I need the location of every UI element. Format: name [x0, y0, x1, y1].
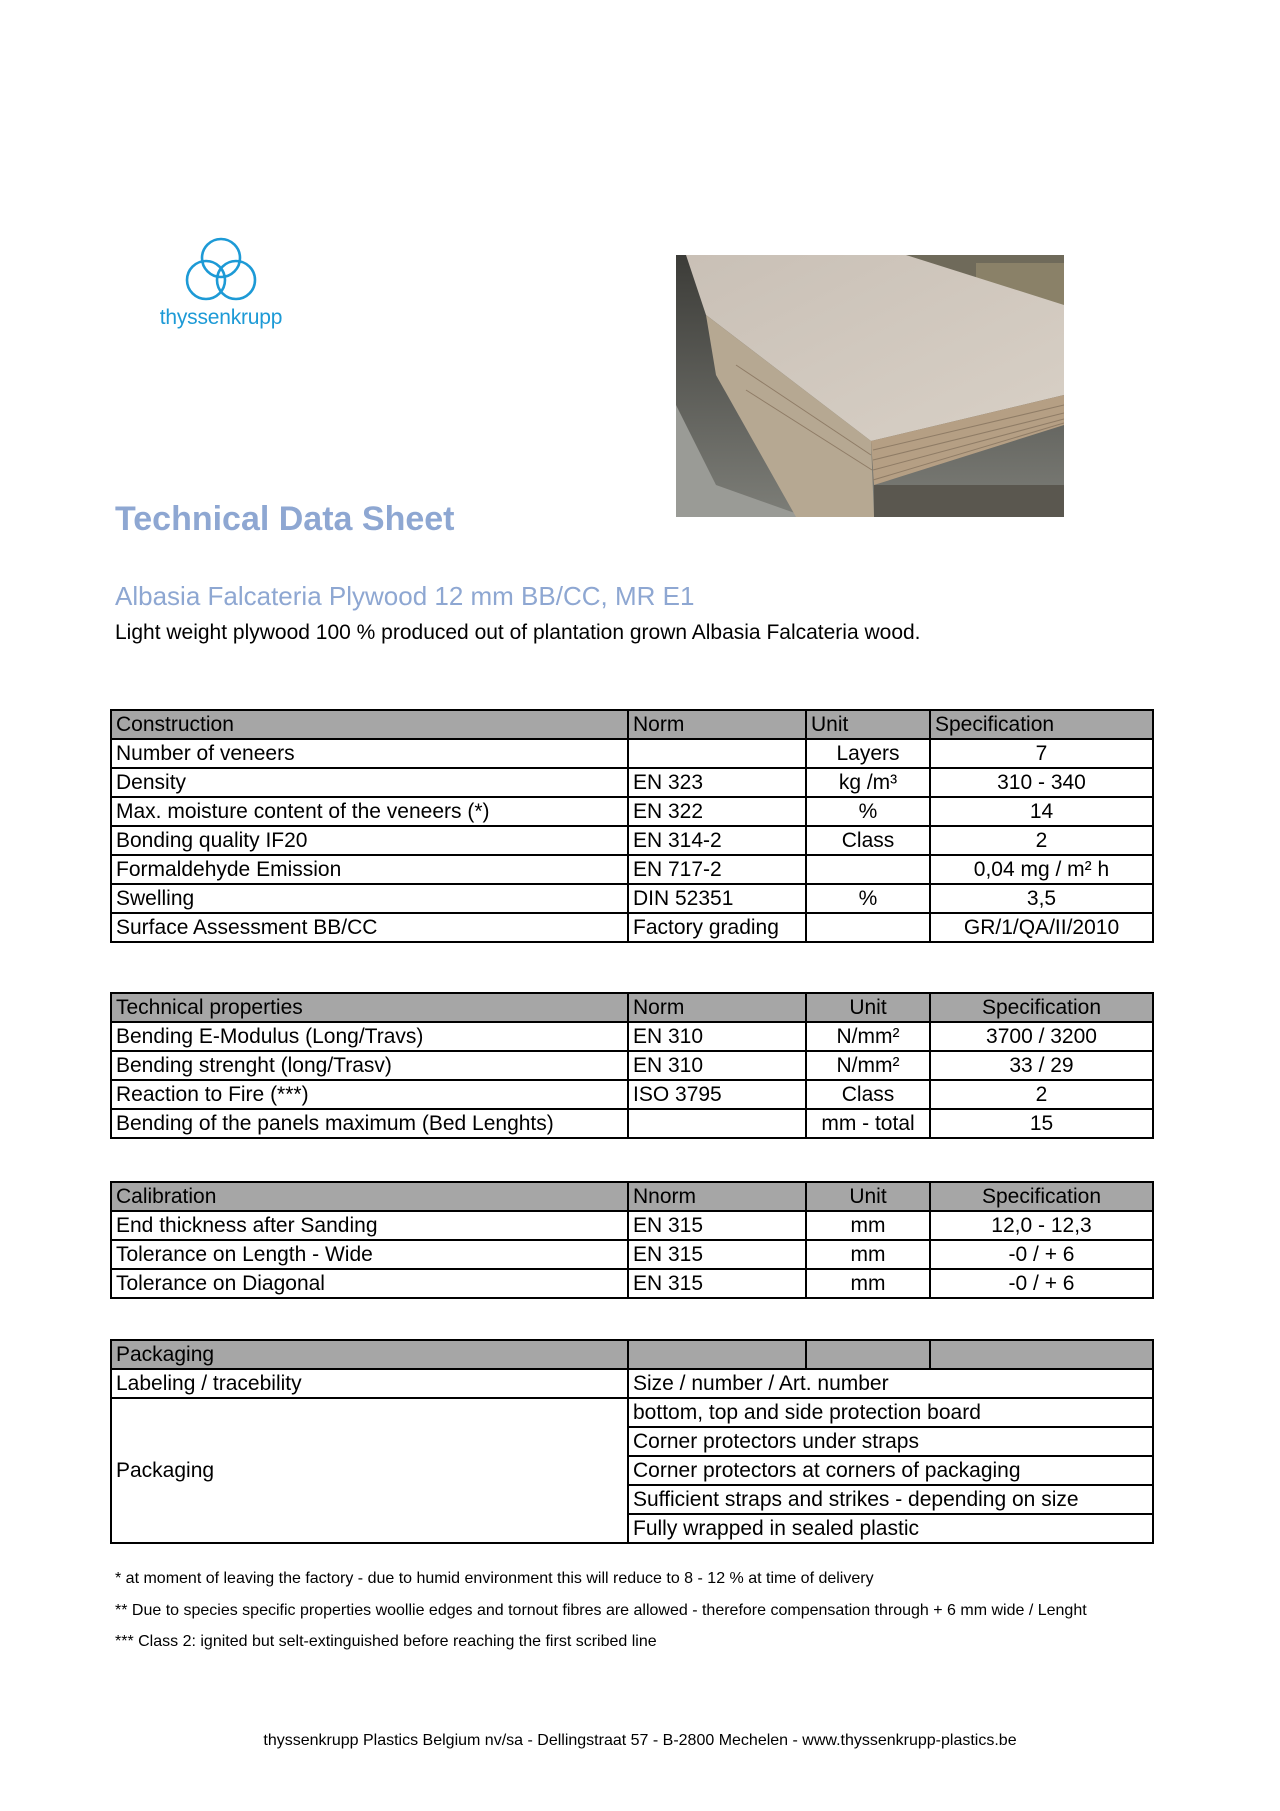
header-cell: Nnorm: [628, 1182, 806, 1211]
property-cell: Max. moisture content of the veneers (*): [111, 797, 628, 826]
table-row: [111, 1398, 1153, 1427]
table-row: [111, 1211, 1153, 1240]
header-cell: Calibration: [111, 1182, 628, 1211]
header-cell: Unit: [806, 993, 930, 1022]
spec-cell: 3,5: [930, 884, 1153, 913]
spec-cell: 310 - 340: [930, 768, 1153, 797]
plywood-stack-photo: [676, 255, 1064, 517]
header-cell: Norm: [628, 993, 806, 1022]
footnote: *** Class 2: ignited but selt-extinguished before reaching the first scribed line: [115, 1633, 657, 1650]
header-cell: Technical properties: [111, 993, 628, 1022]
unit-cell: N/mm²: [806, 1051, 930, 1080]
product-description: Light weight plywood 100 % produced out of plantation grown Albasia Falcateria wood.: [115, 621, 921, 644]
unit-cell: mm: [806, 1240, 930, 1269]
footnote: * at moment of leaving the factory - due to humid environment this will reduce to 8 - 12 % at time of delivery: [115, 1570, 874, 1587]
table-row: [111, 1269, 1153, 1298]
unit-cell: mm: [806, 1211, 930, 1240]
calibration-table: [110, 1181, 1154, 1299]
construction-table: [110, 709, 1154, 943]
norm-cell: EN 315: [628, 1269, 806, 1298]
property-cell: Packaging: [111, 1398, 628, 1543]
company-logo: [156, 236, 286, 336]
table-row: [111, 1109, 1153, 1138]
spec-cell: -0 / + 6: [930, 1269, 1153, 1298]
norm-cell: [628, 739, 806, 768]
spec-cell: 7: [930, 739, 1153, 768]
packaging-value-cell: Sufficient straps and strikes - depending on size: [628, 1485, 1153, 1514]
property-cell: Reaction to Fire (***): [111, 1080, 628, 1109]
norm-cell: EN 310: [628, 1051, 806, 1080]
norm-cell: EN 314-2: [628, 826, 806, 855]
table-row: [111, 913, 1153, 942]
property-cell: Bending of the panels maximum (Bed Lenghts): [111, 1109, 628, 1138]
unit-cell: kg /m³: [806, 768, 930, 797]
table-row: [111, 1080, 1153, 1109]
property-cell: Swelling: [111, 884, 628, 913]
table-row: [111, 1240, 1153, 1269]
table-row: [111, 884, 1153, 913]
unit-cell: %: [806, 884, 930, 913]
property-cell: Bending E-Modulus (Long/Travs): [111, 1022, 628, 1051]
norm-cell: EN 315: [628, 1240, 806, 1269]
unit-cell: Layers: [806, 739, 930, 768]
header-cell: Unit: [806, 710, 930, 739]
table-row: [111, 739, 1153, 768]
norm-cell: EN 323: [628, 768, 806, 797]
property-cell: Labeling / tracebility: [111, 1369, 628, 1398]
property-cell: End thickness after Sanding: [111, 1211, 628, 1240]
packaging-value-cell: Size / number / Art. number: [628, 1369, 1153, 1398]
norm-cell: DIN 52351: [628, 884, 806, 913]
norm-cell: EN 717-2: [628, 855, 806, 884]
norm-cell: EN 310: [628, 1022, 806, 1051]
norm-cell: Factory grading: [628, 913, 806, 942]
header-cell: Specification: [930, 993, 1153, 1022]
page-footer: thyssenkrupp Plastics Belgium nv/sa - Dellingstraat 57 - B-2800 Mechelen - www.thyssenkrupp-plastics.be: [263, 1732, 1017, 1749]
table-row: [111, 768, 1153, 797]
page-title: Technical Data Sheet: [115, 500, 455, 538]
property-cell: Density: [111, 768, 628, 797]
spec-cell: 14: [930, 797, 1153, 826]
packaging-value-cell: Fully wrapped in sealed plastic: [628, 1514, 1153, 1543]
property-cell: Formaldehyde Emission: [111, 855, 628, 884]
unit-cell: [806, 913, 930, 942]
spec-cell: 15: [930, 1109, 1153, 1138]
header-cell: Specification: [930, 1182, 1153, 1211]
spec-cell: 2: [930, 826, 1153, 855]
unit-cell: mm - total: [806, 1109, 930, 1138]
spec-cell: GR/1/QA/II/2010: [930, 913, 1153, 942]
norm-cell: EN 322: [628, 797, 806, 826]
property-cell: Bonding quality IF20: [111, 826, 628, 855]
packaging-value-cell: bottom, top and side protection board: [628, 1398, 1153, 1427]
table-header-row: [111, 1182, 1153, 1211]
footnote: ** Due to species specific properties woollie edges and tornout fibres are allowed - therefore compensation through + 6 mm wide / Lenght: [115, 1602, 1087, 1619]
thyssenkrupp-logo-icon: [183, 236, 259, 306]
unit-cell: Class: [806, 1080, 930, 1109]
unit-cell: %: [806, 797, 930, 826]
header-cell: Specification: [930, 710, 1153, 739]
table-row: [111, 797, 1153, 826]
table-header-row: [111, 993, 1153, 1022]
unit-cell: N/mm²: [806, 1022, 930, 1051]
spec-cell: 2: [930, 1080, 1153, 1109]
table-row: [111, 1022, 1153, 1051]
spec-cell: 3700 / 3200: [930, 1022, 1153, 1051]
norm-cell: EN 315: [628, 1211, 806, 1240]
header-cell: Packaging: [111, 1340, 628, 1369]
spec-cell: -0 / + 6: [930, 1240, 1153, 1269]
property-cell: Surface Assessment BB/CC: [111, 913, 628, 942]
spec-cell: 0,04 mg / m² h: [930, 855, 1153, 884]
table-header-row: [111, 1340, 1153, 1369]
header-cell: [930, 1340, 1153, 1369]
table-row: [111, 855, 1153, 884]
header-cell: Norm: [628, 710, 806, 739]
spec-cell: 12,0 - 12,3: [930, 1211, 1153, 1240]
norm-cell: [628, 1109, 806, 1138]
packaging-table: [110, 1339, 1154, 1544]
header-cell: [806, 1340, 930, 1369]
product-name: Albasia Falcateria Plywood 12 mm BB/CC, MR E1: [115, 581, 695, 611]
table-header-row: [111, 710, 1153, 739]
unit-cell: Class: [806, 826, 930, 855]
header-cell: [628, 1340, 806, 1369]
unit-cell: mm: [806, 1269, 930, 1298]
property-cell: Bending strenght (long/Trasv): [111, 1051, 628, 1080]
header-cell: Unit: [806, 1182, 930, 1211]
unit-cell: [806, 855, 930, 884]
property-cell: Number of veneers: [111, 739, 628, 768]
packaging-value-cell: Corner protectors at corners of packaging: [628, 1456, 1153, 1485]
property-cell: Tolerance on Length - Wide: [111, 1240, 628, 1269]
spec-cell: 33 / 29: [930, 1051, 1153, 1080]
norm-cell: ISO 3795: [628, 1080, 806, 1109]
logo-text: thyssenkrupp: [159, 306, 283, 329]
table-row: [111, 1051, 1153, 1080]
table-row: [111, 826, 1153, 855]
technical-properties-table: [110, 992, 1154, 1139]
header-cell: Construction: [111, 710, 628, 739]
packaging-value-cell: Corner protectors under straps: [628, 1427, 1153, 1456]
table-row: [111, 1369, 1153, 1398]
property-cell: Tolerance on Diagonal: [111, 1269, 628, 1298]
